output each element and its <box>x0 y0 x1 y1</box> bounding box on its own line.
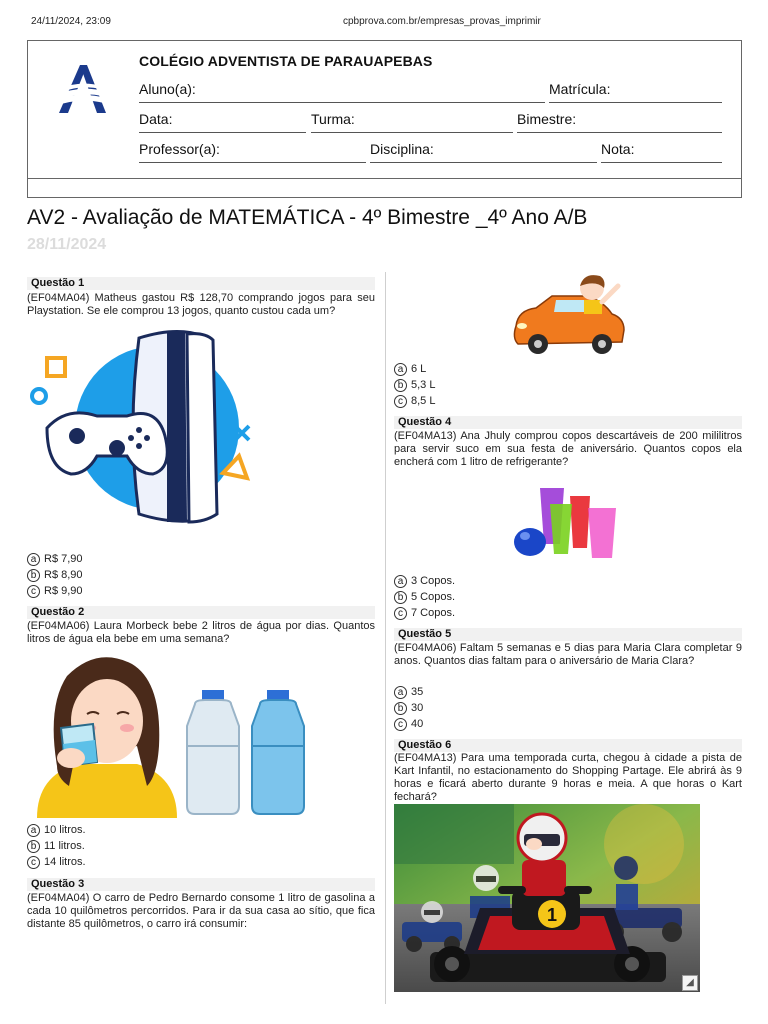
school-name: COLÉGIO ADVENTISTA DE PARAUAPEBAS <box>139 53 433 69</box>
question-6-title: Questão 6 <box>394 739 742 752</box>
teacher-field[interactable]: Professor(a): <box>139 141 366 163</box>
girl-drinking-water-illustration <box>27 646 317 818</box>
question-3-option-a[interactable]: a 6 L <box>394 362 426 376</box>
question-5-title: Questão 5 <box>394 628 742 641</box>
question-2-title: Questão 2 <box>27 606 375 619</box>
question-1-title: Questão 1 <box>27 277 375 290</box>
class-field[interactable]: Turma: <box>311 111 513 133</box>
game-console-illustration <box>27 318 257 528</box>
date-field[interactable]: Data: <box>139 111 306 133</box>
question-4-text: (EF04MA13) Ana Jhuly comprou copos descartáveis de 200 mililitros para servir suco em sua festa de aniversário. Quantos copos ela encherá com 1 litro de refrigerante? <box>394 430 742 468</box>
question-3-title: Questão 3 <box>27 878 375 891</box>
question-1-text: (EF04MA04) Matheus gastou R$ 128,70 comprando jogos para seu Playstation. Se ele comprou 13 jogos, quanto custou cada um? <box>27 292 375 317</box>
question-1-option-a[interactable]: a R$ 7,90 <box>27 552 83 566</box>
question-2-option-a[interactable]: a 10 litros. <box>27 823 86 837</box>
question-2-option-b[interactable]: b 11 litros. <box>27 839 85 853</box>
print-datetime: 24/11/2024, 23:09 <box>31 16 111 27</box>
print-header <box>0 16 768 30</box>
boy-driving-car-illustration <box>508 272 628 358</box>
question-3-option-b[interactable]: b 5,3 L <box>394 378 435 392</box>
question-3-option-c[interactable]: c 8,5 L <box>394 394 435 408</box>
question-5-option-a[interactable]: a 35 <box>394 685 423 699</box>
student-field[interactable]: Aluno(a): <box>139 81 545 103</box>
question-5-option-c[interactable]: c 40 <box>394 717 423 731</box>
question-4-option-b[interactable]: b 5 Copos. <box>394 590 455 604</box>
question-4-title: Questão 4 <box>394 416 742 429</box>
question-2-option-c[interactable]: c 14 litros. <box>27 855 86 869</box>
kart-racing-photo <box>394 804 700 992</box>
header-divider <box>28 178 741 179</box>
resize-handle-icon[interactable]: ◢ <box>682 975 698 991</box>
term-field[interactable]: Bimestre: <box>517 111 722 133</box>
question-4-option-a[interactable]: a 3 Copos. <box>394 574 455 588</box>
svg-text:1: 1 <box>547 905 558 925</box>
question-3-text: (EF04MA04) O carro de Pedro Bernardo consome 1 litro de gasolina a cada 10 quilômetros percorridos. Para ir da sua casa ao sítio, que fica distante 85 quilômetros, o carro irá consumir: <box>27 892 375 930</box>
question-5-text: (EF04MA06) Faltam 5 semanas e 5 dias para Maria Clara completar 9 anos. Quantos dias faltam para o aniversário de Maria Clara? <box>394 642 742 667</box>
question-1-option-c[interactable]: c R$ 9,90 <box>27 584 83 598</box>
enrollment-field[interactable]: Matrícula: <box>549 81 722 103</box>
exam-title: AV2 - Avaliação de MATEMÁTICA - 4º Bimestre _4º Ano A/B <box>27 206 588 229</box>
exam-date: 28/11/2024 <box>27 236 107 253</box>
print-url: cpbprova.com.br/empresas_provas_imprimir <box>343 16 541 27</box>
question-1-option-b[interactable]: b R$ 8,90 <box>27 568 83 582</box>
column-divider <box>385 272 386 1004</box>
subject-field[interactable]: Disciplina: <box>370 141 597 163</box>
colorful-cups-illustration <box>510 478 628 562</box>
question-2-text: (EF04MA06) Laura Morbeck bebe 2 litros de água por dias. Quantos litros de água ela bebe em uma semana? <box>27 620 375 645</box>
question-4-option-c[interactable]: c 7 Copos. <box>394 606 455 620</box>
question-6-text: (EF04MA13) Para uma temporada curta, chegou à cidade a pista de Kart Infantil, no estacionamento do Shopping Partage. Ele abrirá às 9 horas e ficará aberto durante 9 horas e meia. A que horas o Kart fechará? <box>394 752 742 803</box>
school-logo-icon <box>54 65 106 113</box>
school-header-box <box>27 40 742 198</box>
grade-field[interactable]: Nota: <box>601 141 722 163</box>
question-5-option-b[interactable]: b 30 <box>394 701 423 715</box>
